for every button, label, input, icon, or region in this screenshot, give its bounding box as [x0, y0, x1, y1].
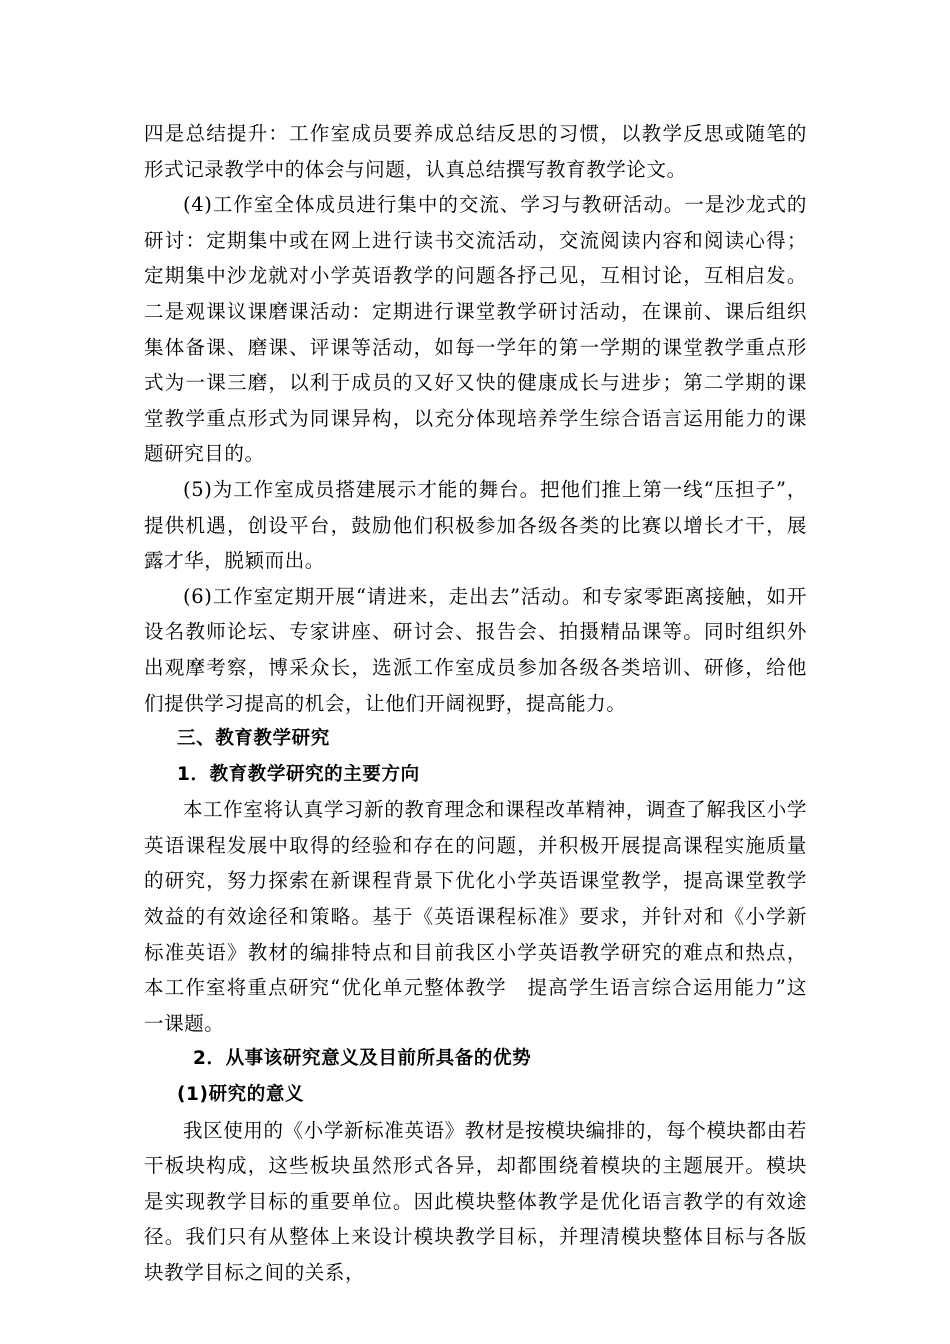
paragraph-summary-improvement: 四是总结提升：工作室成员要养成总结反思的习惯，以教学反思或随笔的形式记录教学中的体会与问题，认真总结撰写教育教学论文。 [144, 122, 807, 181]
section-heading-research: 三、教育教学研究 [177, 728, 330, 750]
document-body [144, 116, 807, 1291]
subheading-research-significance: 2．从事该研究意义及目前所具备的优势 [193, 1048, 532, 1070]
subheading-research-direction: 1．教育教学研究的主要方向 [177, 763, 420, 785]
paragraph-item-6: (6)工作室定期开展“请进来，走出去”活动。和专家零距离接触，如开设名教师论坛、专家讲座、研讨会、报告会、拍摄精品课等。同时组织外出观摩考察，博采众长，选派工作室成员参加各级各类培训、研修，给他们提供学习提高的机会，让他们开阔视野，提高能力。 [144, 584, 807, 715]
paragraph-item-4: (4)工作室全体成员进行集中的交流、学习与教研活动。一是沙龙式的研讨：定期集中或在网上进行读书交流活动，交流阅读内容和阅读心得；定期集中沙龙就对小学英语教学的问题各抒己见，互相讨论，互相启发。二是观课议课磨课活动：定期进行课堂教学研讨活动，在课前、课后组织集体备课、磨课、评课等活动，如每一学年的第一学期的课堂教学重点形式为一课三磨，以利于成员的又好又快的健康成长与进步；第二学期的课堂教学重点形式为同课异构，以充分体现培养学生综合语言运用能力的课题研究目的。 [144, 193, 807, 466]
paragraph-research-direction: 本工作室将认真学习新的教育理念和课程改革精神，调查了解我区小学英语课程发展中取得的经验和存在的问题，并积极开展提高课程实施质量的研究，努力探索在新课程背景下优化小学英语课堂教学，提高课堂教学效益的有效途径和策略。基于《英语课程标准》要求，并针对和《小学新标准英语》教材的编排特点和目前我区小学英语教学研究的难点和热点，本工作室将重点研究“优化单元整体教学 提高学生语言综合运用能力”这一课题。 [144, 798, 807, 1035]
paragraph-meaning: 我区使用的《小学新标准英语》教材是按模块编排的，每个模块都由若干板块构成，这些板块虽然形式各异，却都围绕着模块的主题展开。模块是实现教学目标的重要单位。因此模块整体教学是优化语言教学的有效途径。我们只有从整体上来设计模块教学目标，并理清模块整体目标与各版块教学目标之间的关系， [144, 1118, 807, 1284]
paragraph-item-5: (5)为工作室成员搭建展示才能的舞台。把他们推上第一线“压担子”， 提供机遇，创设平台，鼓励他们积极参加各级各类的比赛以增长才干，展露才华，脱颖而出。 [144, 477, 807, 573]
subheading-meaning: (1)研究的意义 [177, 1084, 305, 1106]
